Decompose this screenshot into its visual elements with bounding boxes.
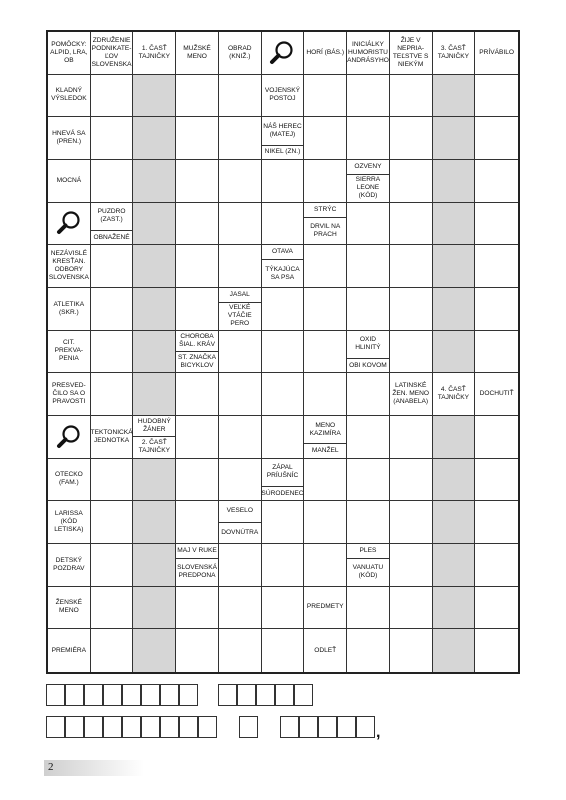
clue-text: SLOVENSKÁ PREDPONA bbox=[176, 558, 218, 585]
secret-letter-box[interactable] bbox=[65, 684, 84, 706]
answer-cell[interactable] bbox=[390, 331, 433, 374]
clue-cell bbox=[48, 587, 91, 630]
clue-text: MUŽSKÉ MENO bbox=[183, 44, 211, 60]
magnifier-icon bbox=[48, 416, 91, 459]
clue-cell bbox=[133, 32, 176, 75]
clue-text: KLADNÝ VÝSLEDOK bbox=[51, 87, 87, 103]
answer-cell[interactable] bbox=[433, 459, 476, 502]
clue-cell bbox=[475, 32, 518, 75]
clue-text: MANŽEL bbox=[304, 443, 346, 457]
answer-cell[interactable] bbox=[304, 331, 347, 374]
answer-cell[interactable] bbox=[219, 75, 262, 118]
answer-cell[interactable] bbox=[390, 544, 433, 587]
clue-cell bbox=[262, 75, 305, 118]
answer-cell[interactable] bbox=[304, 160, 347, 203]
answer-cell[interactable] bbox=[475, 587, 518, 630]
answer-cell[interactable] bbox=[262, 373, 305, 416]
answer-cell[interactable] bbox=[133, 288, 176, 331]
answer-cell[interactable] bbox=[176, 587, 219, 630]
answer-cell[interactable] bbox=[219, 203, 262, 246]
clue-text: LATINSKÉ ŽEN. MENO (ANABELA) bbox=[392, 382, 429, 406]
answer-cell[interactable] bbox=[262, 331, 305, 374]
secret-letter-box[interactable] bbox=[179, 716, 198, 738]
clue-cell bbox=[48, 117, 91, 160]
clue-text: NÁŠ HEREC (MATEJ) bbox=[263, 123, 302, 139]
answer-cell[interactable] bbox=[262, 160, 305, 203]
secret-letter-box[interactable] bbox=[280, 716, 299, 738]
clue-cell bbox=[48, 288, 91, 331]
answer-cell[interactable] bbox=[133, 245, 176, 288]
answer-cell[interactable] bbox=[475, 203, 518, 246]
clue-cell bbox=[48, 160, 91, 203]
clue-cell bbox=[48, 459, 91, 502]
magnifier-icon bbox=[262, 32, 305, 75]
secret-letter-box[interactable] bbox=[337, 716, 356, 738]
answer-cell[interactable] bbox=[433, 245, 476, 288]
clue-text: SIERRA LEONE (KÓD) bbox=[347, 174, 389, 201]
answer-cell[interactable] bbox=[347, 501, 390, 544]
answer-cell[interactable] bbox=[133, 331, 176, 374]
secret-letter-box[interactable] bbox=[218, 684, 237, 706]
secret-letter-box[interactable] bbox=[294, 684, 313, 706]
answer-cell[interactable] bbox=[133, 373, 176, 416]
answer-cell[interactable] bbox=[433, 544, 476, 587]
clue-text: ZDRUŽENIE PODNIKATE-ĽOV SLOVENSKA bbox=[91, 36, 132, 68]
clue-text: PREDMETY bbox=[306, 603, 344, 611]
answer-cell[interactable] bbox=[176, 117, 219, 160]
magnifier-icon bbox=[48, 203, 91, 246]
clue-cell bbox=[304, 416, 347, 459]
answer-cell[interactable] bbox=[176, 629, 219, 672]
clue-cell bbox=[48, 75, 91, 118]
answer-cell[interactable] bbox=[133, 203, 176, 246]
answer-cell[interactable] bbox=[176, 245, 219, 288]
answer-cell[interactable] bbox=[176, 416, 219, 459]
clue-text: TEKTONICKÁ JEDNOTKA bbox=[90, 428, 133, 444]
clue-cell bbox=[390, 373, 433, 416]
answer-cell[interactable] bbox=[219, 160, 262, 203]
clue-cell bbox=[433, 32, 476, 75]
clue-text: PRÍVÁBILO bbox=[479, 48, 515, 56]
clue-cell bbox=[48, 245, 91, 288]
answer-cell[interactable] bbox=[133, 587, 176, 630]
answer-cell[interactable] bbox=[390, 245, 433, 288]
answer-cell[interactable] bbox=[347, 203, 390, 246]
answer-cell[interactable] bbox=[133, 544, 176, 587]
answer-cell[interactable] bbox=[91, 459, 134, 502]
answer-cell[interactable] bbox=[262, 501, 305, 544]
answer-cell[interactable] bbox=[390, 501, 433, 544]
clue-text: 4. ČASŤ TAJNIČKY bbox=[437, 386, 470, 402]
answer-cell[interactable] bbox=[475, 331, 518, 374]
answer-cell[interactable] bbox=[219, 544, 262, 587]
answer-cell[interactable] bbox=[133, 459, 176, 502]
clue-text: CIT. PREKVA-PENIA bbox=[54, 339, 84, 363]
clue-cell bbox=[475, 373, 518, 416]
clue-cell bbox=[48, 544, 91, 587]
answer-cell[interactable] bbox=[475, 459, 518, 502]
answer-cell[interactable] bbox=[304, 288, 347, 331]
clue-text: DETSKÝ POZDRAV bbox=[53, 556, 85, 572]
clue-text: MAJ V RUKE bbox=[177, 547, 217, 555]
clue-text: HUDOBNÝ ŽÁNER bbox=[137, 418, 171, 434]
answer-cell[interactable] bbox=[433, 629, 476, 672]
answer-cell[interactable] bbox=[219, 587, 262, 630]
answer-cell[interactable] bbox=[91, 75, 134, 118]
secret-letter-box[interactable] bbox=[141, 684, 160, 706]
answer-cell[interactable] bbox=[262, 544, 305, 587]
secret-letter-box[interactable] bbox=[160, 716, 179, 738]
clue-text: NIKEL (ZN.) bbox=[262, 145, 304, 159]
clue-text: OBRAD (KNIŽ.) bbox=[228, 44, 252, 60]
answer-cell[interactable] bbox=[390, 160, 433, 203]
answer-cell[interactable] bbox=[433, 288, 476, 331]
answer-cell[interactable] bbox=[133, 501, 176, 544]
answer-cell[interactable] bbox=[262, 288, 305, 331]
clue-text: TÝKAJÚCA SA PSA bbox=[262, 259, 304, 286]
clue-text: OBNAŽENÉ bbox=[91, 230, 133, 244]
answer-cell[interactable] bbox=[433, 75, 476, 118]
clue-text: OBI KOVOM bbox=[347, 358, 389, 372]
secret-letter-box[interactable] bbox=[179, 684, 198, 706]
answer-cell[interactable] bbox=[347, 117, 390, 160]
clue-cell bbox=[347, 160, 390, 203]
answer-cell[interactable] bbox=[347, 629, 390, 672]
clue-text: VEĽKÉ VTÁČIE PERO bbox=[219, 302, 261, 329]
clue-cell bbox=[176, 331, 219, 374]
answer-cell[interactable] bbox=[91, 160, 134, 203]
answer-cell[interactable] bbox=[176, 160, 219, 203]
secret-letter-box[interactable] bbox=[122, 684, 141, 706]
clue-text: INICIÁLKY HUMORISTU ANDRÁSYHO bbox=[347, 40, 389, 64]
answer-cell[interactable] bbox=[262, 629, 305, 672]
clue-text: ST. ZNAČKA BICYKLOV bbox=[176, 351, 218, 372]
secret-letter-box[interactable] bbox=[84, 684, 103, 706]
clue-text: CHOROBA ŠIAL. KRÁV bbox=[179, 332, 215, 348]
secret-letter-box[interactable] bbox=[46, 684, 65, 706]
answer-cell[interactable] bbox=[347, 587, 390, 630]
answer-cell[interactable] bbox=[433, 416, 476, 459]
answer-cell[interactable] bbox=[304, 75, 347, 118]
answer-cell[interactable] bbox=[347, 459, 390, 502]
answer-cell[interactable] bbox=[219, 416, 262, 459]
answer-cell[interactable] bbox=[219, 373, 262, 416]
clue-cell bbox=[347, 544, 390, 587]
clue-text: 2. ČASŤ TAJNIČKY bbox=[133, 436, 175, 457]
clue-cell bbox=[176, 32, 219, 75]
answer-cell[interactable] bbox=[390, 203, 433, 246]
secret-letter-box[interactable] bbox=[84, 716, 103, 738]
answer-cell[interactable] bbox=[91, 288, 134, 331]
answer-comma: , bbox=[376, 724, 381, 741]
answer-cell[interactable] bbox=[176, 203, 219, 246]
answer-cell[interactable] bbox=[347, 373, 390, 416]
answer-cell[interactable] bbox=[304, 501, 347, 544]
answer-cell[interactable] bbox=[262, 203, 305, 246]
answer-cell[interactable] bbox=[91, 245, 134, 288]
clue-text: DOCHUTIŤ bbox=[479, 390, 514, 398]
clue-cell bbox=[91, 32, 134, 75]
clue-text: ŽENSKÉ MENO bbox=[55, 599, 83, 615]
secret-letter-box[interactable] bbox=[46, 716, 65, 738]
clue-text: OTECKO (FAM.) bbox=[54, 471, 83, 487]
answer-cell[interactable] bbox=[91, 373, 134, 416]
page-footer bbox=[44, 760, 144, 776]
secret-letter-box[interactable] bbox=[160, 684, 179, 706]
answer-cell[interactable] bbox=[133, 629, 176, 672]
answer-cell[interactable] bbox=[390, 629, 433, 672]
answer-cell[interactable] bbox=[433, 117, 476, 160]
clue-cell bbox=[48, 32, 91, 75]
answer-cell[interactable] bbox=[91, 501, 134, 544]
clue-text: VESELO bbox=[226, 507, 253, 515]
secret-letter-box[interactable] bbox=[198, 716, 217, 738]
answer-cell[interactable] bbox=[91, 331, 134, 374]
answer-cell[interactable] bbox=[475, 544, 518, 587]
clue-text: HNEVÁ SA (PREN.) bbox=[52, 130, 86, 146]
clue-text: STRÝC bbox=[314, 205, 337, 213]
clue-cell bbox=[219, 288, 262, 331]
answer-cell[interactable] bbox=[390, 117, 433, 160]
answer-cell[interactable] bbox=[219, 331, 262, 374]
clue-cell bbox=[219, 501, 262, 544]
clue-cell bbox=[48, 501, 91, 544]
answer-cell[interactable] bbox=[133, 75, 176, 118]
clue-text: HORÍ (BÁS.) bbox=[306, 48, 345, 56]
secret-letter-box[interactable] bbox=[256, 684, 275, 706]
clue-cell bbox=[48, 629, 91, 672]
answer-cell[interactable] bbox=[304, 459, 347, 502]
answer-cell[interactable] bbox=[347, 288, 390, 331]
clue-text: PUZDRO (ZAST.) bbox=[97, 208, 126, 224]
answer-cell[interactable] bbox=[91, 544, 134, 587]
clue-cell bbox=[91, 203, 134, 246]
clue-cell bbox=[176, 544, 219, 587]
answer-cell[interactable] bbox=[219, 245, 262, 288]
answer-cell[interactable] bbox=[219, 629, 262, 672]
clue-text: PLES bbox=[359, 547, 377, 555]
answer-cell[interactable] bbox=[176, 75, 219, 118]
clue-text: MOCNÁ bbox=[56, 176, 82, 184]
page-number: 2 bbox=[48, 761, 54, 773]
answer-cell[interactable] bbox=[433, 203, 476, 246]
answer-cell[interactable] bbox=[304, 544, 347, 587]
clue-cell bbox=[262, 245, 305, 288]
answer-cell[interactable] bbox=[133, 160, 176, 203]
answer-cell[interactable] bbox=[390, 416, 433, 459]
answer-cell[interactable] bbox=[475, 629, 518, 672]
secret-letter-box[interactable] bbox=[239, 716, 258, 738]
secret-letter-box[interactable] bbox=[65, 716, 84, 738]
answer-cell[interactable] bbox=[91, 117, 134, 160]
answer-cell[interactable] bbox=[390, 459, 433, 502]
clue-text: DOVNÚTRA bbox=[219, 522, 261, 543]
clue-text: JASAL bbox=[229, 291, 250, 299]
answer-cell[interactable] bbox=[176, 459, 219, 502]
answer-cell[interactable] bbox=[475, 288, 518, 331]
answer-cell[interactable] bbox=[262, 416, 305, 459]
clue-cell bbox=[262, 459, 305, 502]
answer-cell[interactable] bbox=[433, 587, 476, 630]
answer-cell[interactable] bbox=[475, 501, 518, 544]
answer-cell[interactable] bbox=[475, 117, 518, 160]
clue-text: PRESVED-ČILO SA O PRAVOSTI bbox=[52, 382, 86, 406]
clue-text: ODLEŤ bbox=[314, 646, 337, 654]
answer-cell[interactable] bbox=[347, 75, 390, 118]
clue-text: VOJENSKÝ POSTOJ bbox=[264, 87, 301, 103]
clue-cell bbox=[304, 629, 347, 672]
clue-cell bbox=[347, 32, 390, 75]
clue-cell bbox=[304, 203, 347, 246]
clue-text: MENO KAZIMÍRA bbox=[309, 421, 341, 437]
answer-cell[interactable] bbox=[475, 416, 518, 459]
secret-letter-box[interactable] bbox=[237, 684, 256, 706]
secret-letter-box[interactable] bbox=[103, 716, 122, 738]
answer-cell[interactable] bbox=[390, 75, 433, 118]
answer-cell[interactable] bbox=[176, 288, 219, 331]
clue-cell bbox=[433, 373, 476, 416]
answer-cell[interactable] bbox=[91, 587, 134, 630]
clue-text: OXID HLINITÝ bbox=[355, 336, 381, 352]
clue-text: POMÔCKY: ALPID, LRA, OB bbox=[50, 40, 88, 64]
clue-text: ŽIJE V NEPRIA-TEĽSTVE S NIEKÝM bbox=[392, 36, 429, 68]
answer-cell[interactable] bbox=[475, 75, 518, 118]
answer-cell[interactable] bbox=[176, 501, 219, 544]
clue-text: PREMIÉRA bbox=[51, 646, 87, 654]
clue-text: NEZÁVISLÉ KRESŤAN. ODBORY SLOVENSKA bbox=[48, 250, 89, 282]
clue-cell bbox=[262, 117, 305, 160]
answer-cell[interactable] bbox=[176, 373, 219, 416]
answer-cell[interactable] bbox=[133, 117, 176, 160]
secret-letter-box[interactable] bbox=[122, 716, 141, 738]
clue-cell bbox=[133, 416, 176, 459]
answer-cell[interactable] bbox=[390, 288, 433, 331]
answer-cell[interactable] bbox=[91, 629, 134, 672]
answer-cell[interactable] bbox=[304, 373, 347, 416]
answer-cell[interactable] bbox=[347, 416, 390, 459]
secret-answer-area bbox=[46, 684, 520, 744]
answer-cell[interactable] bbox=[390, 587, 433, 630]
secret-letter-box[interactable] bbox=[141, 716, 160, 738]
clue-cell bbox=[48, 373, 91, 416]
answer-cell[interactable] bbox=[304, 117, 347, 160]
clue-text: VANUATU (KÓD) bbox=[347, 558, 389, 585]
clue-text: 1. ČASŤ TAJNIČKY bbox=[138, 44, 170, 60]
answer-cell[interactable] bbox=[433, 331, 476, 374]
answer-cell[interactable] bbox=[433, 160, 476, 203]
answer-cell[interactable] bbox=[347, 245, 390, 288]
clue-cell bbox=[48, 331, 91, 374]
clue-cell bbox=[91, 416, 134, 459]
clue-text: LARISSA (KÓD LETISKA) bbox=[54, 510, 84, 534]
answer-cell[interactable] bbox=[219, 459, 262, 502]
answer-cell[interactable] bbox=[475, 160, 518, 203]
clue-cell bbox=[390, 32, 433, 75]
clue-text: DRVIL NA PRACH bbox=[304, 217, 346, 244]
clue-cell bbox=[347, 331, 390, 374]
secret-letter-box[interactable] bbox=[299, 716, 318, 738]
clue-text: SÚRODENEC bbox=[262, 486, 304, 500]
secret-letter-box[interactable] bbox=[103, 684, 122, 706]
clue-cell bbox=[304, 587, 347, 630]
clue-cell bbox=[304, 32, 347, 75]
clue-cell bbox=[219, 32, 262, 75]
answer-cell[interactable] bbox=[433, 501, 476, 544]
clue-text: 3. ČASŤ TAJNIČKY bbox=[437, 44, 470, 60]
crossword-grid bbox=[46, 30, 520, 674]
clue-text: ZÁPAL PRÍUŠNÍC bbox=[266, 464, 299, 480]
clue-text: OZVENY bbox=[354, 163, 382, 171]
answer-cell[interactable] bbox=[304, 245, 347, 288]
clue-text: ATLETIKA (SKR.) bbox=[53, 300, 85, 316]
secret-letter-box[interactable] bbox=[275, 684, 294, 706]
secret-letter-box[interactable] bbox=[356, 716, 375, 738]
answer-cell[interactable] bbox=[262, 587, 305, 630]
answer-cell[interactable] bbox=[475, 245, 518, 288]
clue-text: OTAVA bbox=[272, 248, 293, 256]
answer-cell[interactable] bbox=[219, 117, 262, 160]
secret-letter-box[interactable] bbox=[318, 716, 337, 738]
